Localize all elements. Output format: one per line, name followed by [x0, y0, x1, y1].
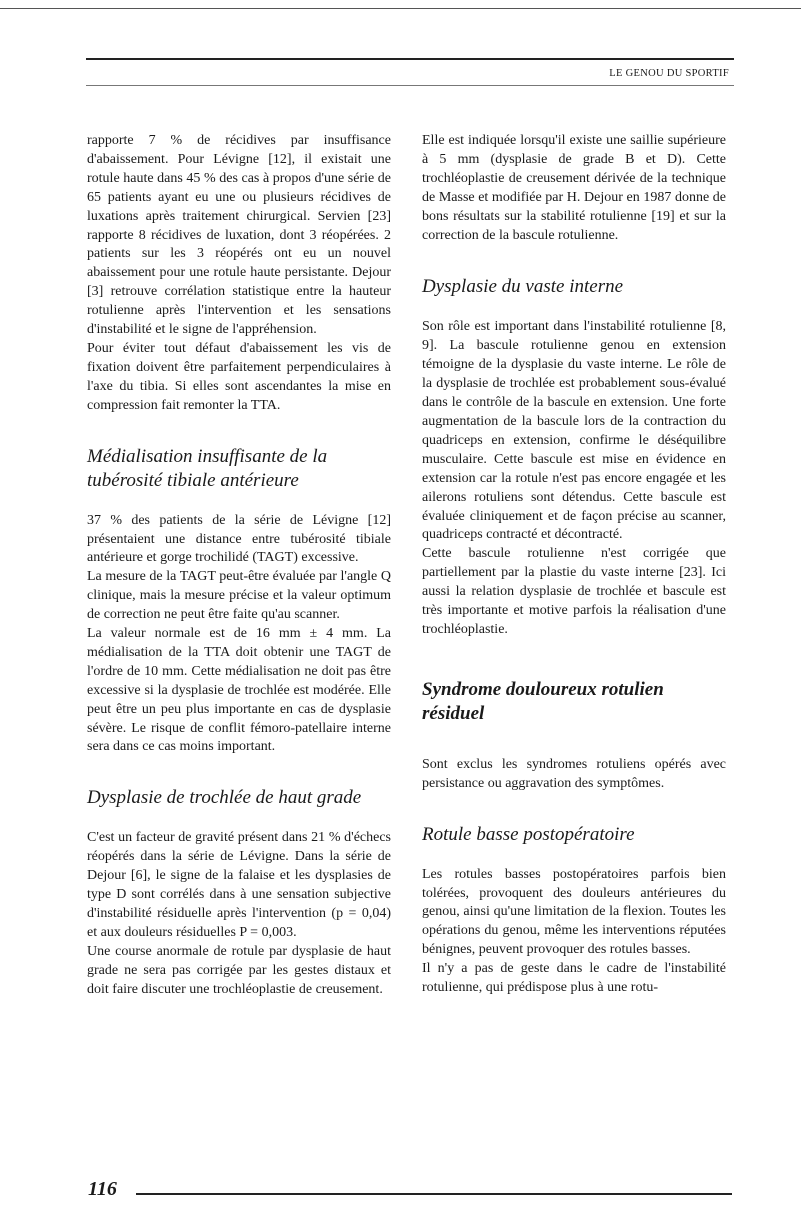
section-heading-dysplasie-trochlee: Dysplasie de trochlée de haut grade	[87, 787, 362, 809]
paragraph: Il n'y a pas de geste dans le cadre de l'instabilité rotulienne, qui prédispose plus à une rotu-	[422, 961, 726, 996]
section-heading-syndrome: Syndrome douloureux rotulien résiduel	[422, 678, 664, 724]
paragraph: rapporte 7 % de récidives par insuffisance d'abaissement. Pour Lévigne [12], il existait une rotule haute dans 45 % des cas à propos d'une série de 65 patients ayant eu une ou plusieurs récidives de luxations après traitement chirurgical. Servien [23] rapporte 8 récidives de luxation, dont 3 réopérées. 2 patients sur les 3 réopérés ont eu un nouvel abaissement pour une rotule haute persistante. Dejour [3] retrouve corrélation statistique entre la hauteur rotulienne après l'intervention et les sensations d'instabilité et le signe de l'appréhension.	[87, 133, 391, 338]
paragraph: Son rôle est important dans l'instabilité rotulienne [8, 9]. La bascule rotulienne genou en extension témoigne de la dysplasie du vaste interne. Le rôle de la dysplasie de trochlée est probablement sous-évalué dans le contrôle de la bascule en extension. Une forte augmentation de la bascule lors de la contraction du quadriceps en extension, confirme le déséquilibre musculaire. Cette bascule est mise en évidence en extension car la rotule n'est pas encore engagée et les ailerons rotuliens sont détendus. Cette bascule est évaluée cliniquement et de façon précise au scanner, quadriceps contracté et décontracté.	[422, 319, 726, 543]
footer-rule	[136, 1193, 732, 1195]
paragraph: La mesure de la TAGT peut-être évaluée par l'angle Q clinique, mais la mesure précise et la valeur optimum de correction ne peut être faite qu'au scanner.	[87, 569, 391, 623]
header-rule	[86, 58, 734, 60]
paragraph: Les rotules basses postopératoires parfois bien tolérées, provoquent des douleurs antérieures du genou, ainsi qu'une limitation de la flexion. Toutes les opérations du genou, même les interventions réputées bénignes, peuvent provoquer des rotules basses.	[422, 866, 726, 958]
top-edge-rule	[0, 8, 801, 9]
running-header: LE GENOU DU SPORTIF	[609, 68, 729, 79]
right-column	[422, 132, 726, 998]
page-number: 116	[88, 1178, 117, 1200]
section-heading-medialisation: Médialisation insuffisante de la tubérosité tibiale antérieure	[87, 445, 328, 491]
paragraph: Une course anormale de rotule par dysplasie de haut grade ne sera pas corrigée par les gestes distaux et doit faire discuter une trochléoplastie de creusement.	[87, 943, 391, 997]
paragraph: Elle est indiquée lorsqu'il existe une saillie supérieure à 5 mm (dysplasie de grade B et D). Cette trochléoplastie de creusement dérivée de la technique de Masse et modifiée par H. Dejour en 1987 donne de bons résultats sur la stabilité rotulienne [19] et sur la correction de la bascule rotulienne.	[422, 133, 726, 243]
left-column	[87, 132, 391, 1000]
paragraph: Sont exclus les syndromes rotuliens opérés avec persistance ou aggravation des symptômes.	[422, 756, 726, 791]
header-underline	[86, 85, 734, 86]
paragraph: La valeur normale est de 16 mm ± 4 mm. La médialisation de la TTA doit obtenir une TAGT de l'ordre de 10 mm. Cette médialisation ne doit pas être excessive si la dysplasie de trochlée est modérée. Elle peut être un peu plus importante en cas de dysplasie sévère. Le risque de conflit fémoro-patellaire interne sera dans ce cas moins important.	[87, 626, 391, 755]
paragraph: C'est un facteur de gravité présent dans 21 % d'échecs réopérés dans la série de Lévigne. Dans la série de Dejour [6], le signe de la falaise et les dysplasies de type D sont corrélés dans à une sensation subjective d'instabilité résiduelle après l'intervention (p = 0,04) et aux douleurs résiduelles P = 0,003.	[87, 830, 391, 940]
paragraph: 37 % des patients de la série de Lévigne [12] présentaient une distance entre tubérosité tibiale antérieure et gorge trochilidé (TAGT) excessive.	[87, 512, 391, 566]
paragraph: Pour éviter tout défaut d'abaissement les vis de fixation doivent être parfaitement perpendiculaires à l'axe du tibia. Si elles sont ascendantes la mise en compression fait remonter la TTA.	[87, 340, 391, 413]
section-heading-vaste-interne: Dysplasie du vaste interne	[422, 276, 624, 298]
section-heading-rotule-basse: Rotule basse postopératoire	[422, 823, 635, 845]
paragraph: Cette bascule rotulienne n'est corrigée que partiellement par la plastie du vaste interne [23]. Ici aussi la relation dysplasie de trochlée et bascule est très importante et motive parfois la réalisation d'une trochléoplastie.	[422, 546, 726, 637]
